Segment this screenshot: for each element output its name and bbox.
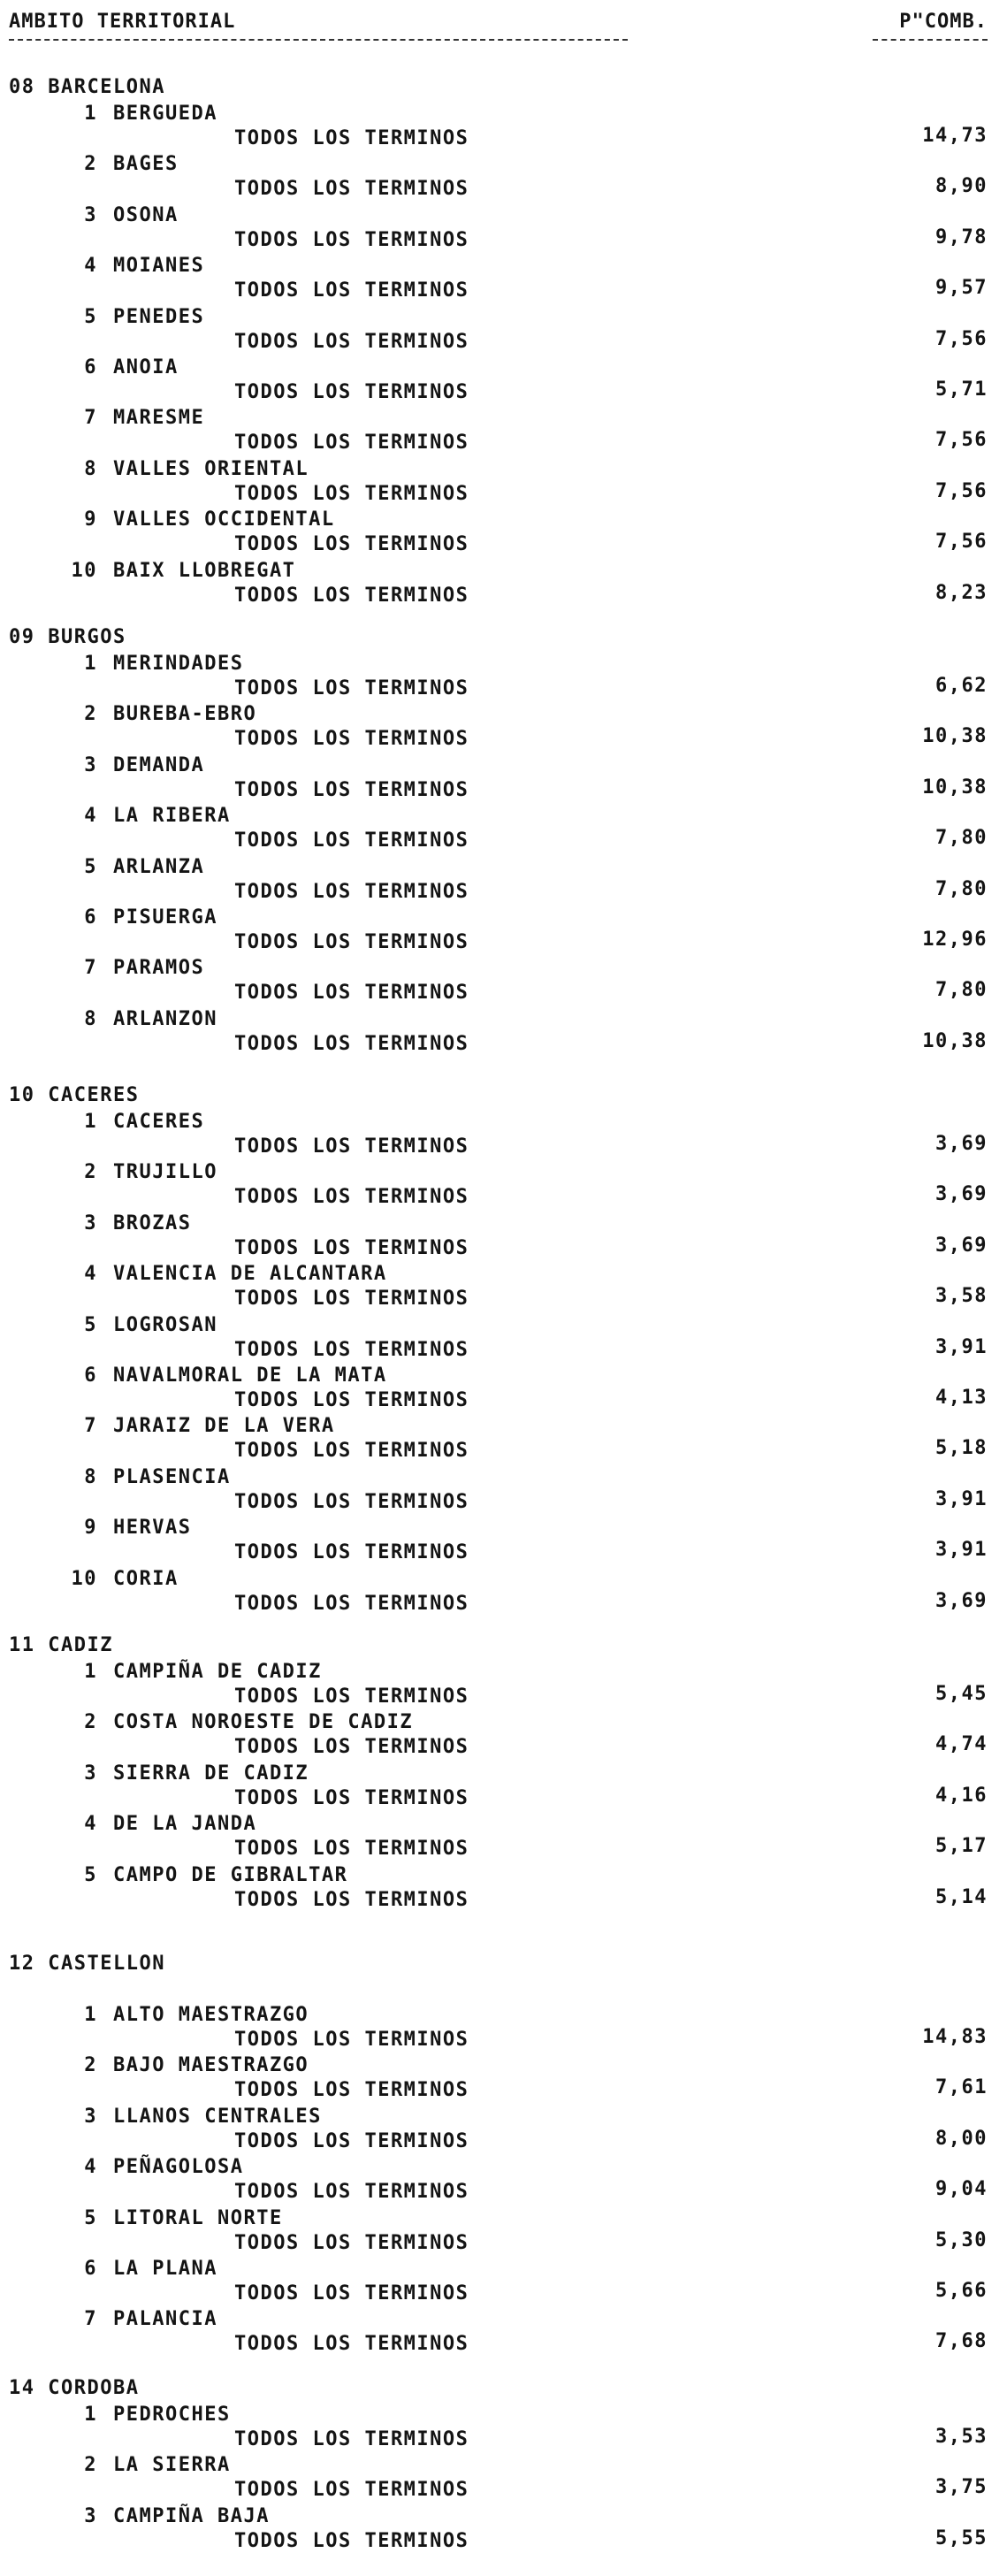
comarca-number: 7 (84, 1415, 97, 1438)
term-label: TODOS LOS TERMINOS (234, 728, 469, 751)
term-label: TODOS LOS TERMINOS (234, 677, 469, 699)
pcomb-value: 10,38 (922, 725, 988, 748)
comarca-number: 4 (84, 805, 97, 828)
province-heading: 09 BURGOS (9, 626, 126, 648)
term-label: TODOS LOS TERMINOS (234, 432, 469, 455)
province-heading: 14 CORDOBA (9, 2377, 140, 2399)
term-label: TODOS LOS TERMINOS (234, 127, 469, 149)
comarca-name: LA PLANA (113, 2258, 217, 2280)
comarca-number: 3 (84, 203, 97, 226)
pcomb-value: 3,69 (935, 1234, 988, 1257)
pcomb-value: 3,91 (935, 1487, 988, 1510)
comarca-number: 3 (84, 1212, 97, 1234)
comarca-number: 4 (84, 1263, 97, 1286)
comarca-number: 1 (84, 653, 97, 675)
comarca-number: 5 (84, 2206, 97, 2229)
comarca-name: BAGES (113, 153, 179, 176)
province-heading: 11 CADIZ (9, 1634, 113, 1656)
term-label: TODOS LOS TERMINOS (234, 1786, 469, 1809)
pcomb-value: 14,83 (922, 2026, 988, 2048)
pcomb-value: 7,80 (935, 979, 988, 1002)
comarca-number: 7 (84, 957, 97, 980)
term-label: TODOS LOS TERMINOS (234, 1288, 469, 1311)
pcomb-value: 5,30 (935, 2228, 988, 2251)
header-rule-left (9, 39, 628, 41)
term-label: TODOS LOS TERMINOS (234, 584, 469, 607)
comarca-name: VALLES ORIENTAL (113, 457, 309, 480)
term-label: TODOS LOS TERMINOS (234, 931, 469, 953)
comarca-name: MARESME (113, 407, 205, 430)
term-label: TODOS LOS TERMINOS (234, 1592, 469, 1615)
comarca-name: CORIA (113, 1567, 179, 1590)
comarca-name: BAIX LLOBREGAT (113, 559, 296, 582)
pcomb-value: 3,91 (935, 1539, 988, 1562)
pcomb-value: 3,75 (935, 2476, 988, 2499)
term-label: TODOS LOS TERMINOS (234, 1888, 469, 1911)
term-label: TODOS LOS TERMINOS (234, 1736, 469, 1759)
header-rule-right (873, 39, 988, 41)
comarca-name: CAMPO DE GIBRALTAR (113, 1863, 348, 1886)
term-label: TODOS LOS TERMINOS (234, 482, 469, 505)
comarca-number: 5 (84, 1863, 97, 1886)
comarca-number: 6 (84, 356, 97, 378)
pcomb-value: 5,14 (935, 1885, 988, 1908)
term-label: TODOS LOS TERMINOS (234, 533, 469, 556)
term-label: TODOS LOS TERMINOS (234, 330, 469, 353)
comarca-name: PISUERGA (113, 906, 217, 929)
province-heading: 08 BARCELONA (9, 76, 165, 98)
comarca-name: NAVALMORAL DE LA MATA (113, 1364, 387, 1387)
comarca-name: PARAMOS (113, 957, 205, 980)
pcomb-value: 8,00 (935, 2127, 988, 2150)
comarca-number: 2 (84, 1711, 97, 1734)
comarca-name: CACERES (113, 1111, 205, 1133)
term-label: TODOS LOS TERMINOS (234, 2231, 469, 2254)
comarca-number: 8 (84, 1007, 97, 1030)
pcomb-value: 7,56 (935, 327, 988, 350)
comarca-number: 4 (84, 2156, 97, 2179)
term-label: TODOS LOS TERMINOS (234, 2333, 469, 2356)
pcomb-value: 7,61 (935, 2076, 988, 2099)
term-label: TODOS LOS TERMINOS (234, 1541, 469, 1564)
comarca-name: VALENCIA DE ALCANTARA (113, 1263, 387, 1286)
comarca-name: SIERRA DE CADIZ (113, 1762, 309, 1785)
comarca-number: 2 (84, 2054, 97, 2077)
comarca-name: PLASENCIA (113, 1465, 231, 1488)
comarca-name: CAMPIÑA BAJA (113, 2504, 270, 2527)
pcomb-value: 5,71 (935, 378, 988, 401)
comarca-name: PEÑAGOLOSA (113, 2156, 244, 2179)
pcomb-value: 5,45 (935, 1683, 988, 1705)
term-label: TODOS LOS TERMINOS (234, 2529, 469, 2552)
pcomb-value: 6,62 (935, 675, 988, 697)
comarca-number: 6 (84, 2258, 97, 2280)
pcomb-value: 3,91 (935, 1335, 988, 1358)
pcomb-value: 7,80 (935, 877, 988, 900)
comarca-name: CAMPIÑA DE CADIZ (113, 1661, 322, 1683)
comarca-number: 9 (84, 508, 97, 531)
pcomb-value: 10,38 (922, 1029, 988, 1052)
comarca-name: ANOIA (113, 356, 179, 378)
pcomb-value: 10,38 (922, 776, 988, 799)
term-label: TODOS LOS TERMINOS (234, 2428, 469, 2450)
term-label: TODOS LOS TERMINOS (234, 279, 469, 302)
comarca-name: PEDROCHES (113, 2404, 231, 2426)
comarca-name: BAJO MAESTRAZGO (113, 2054, 309, 2077)
term-label: TODOS LOS TERMINOS (234, 829, 469, 852)
comarca-name: MOIANES (113, 255, 205, 278)
comarca-number: 5 (84, 1313, 97, 1336)
term-label: TODOS LOS TERMINOS (234, 1186, 469, 1209)
term-label: TODOS LOS TERMINOS (234, 2029, 469, 2051)
pcomb-value: 7,56 (935, 531, 988, 554)
province-heading: 12 CASTELLON (9, 1953, 165, 1975)
term-label: TODOS LOS TERMINOS (234, 2079, 469, 2102)
pcomb-value: 5,17 (935, 1835, 988, 1858)
comarca-number: 3 (84, 1762, 97, 1785)
comarca-number: 7 (84, 407, 97, 430)
pcomb-value: 7,80 (935, 827, 988, 850)
pcomb-value: 3,69 (935, 1183, 988, 1206)
comarca-number: 2 (84, 153, 97, 176)
comarca-number: 1 (84, 1111, 97, 1133)
comarca-number: 10 (71, 1567, 97, 1590)
pcomb-value: 4,74 (935, 1733, 988, 1756)
comarca-number: 2 (84, 703, 97, 726)
comarca-number: 6 (84, 906, 97, 929)
term-label: TODOS LOS TERMINOS (234, 778, 469, 801)
pcomb-value: 5,66 (935, 2280, 988, 2302)
comarca-name: BUREBA-EBRO (113, 703, 257, 726)
comarca-number: 1 (84, 1661, 97, 1683)
pcomb-value: 5,55 (935, 2526, 988, 2549)
pcomb-value: 9,57 (935, 277, 988, 300)
pcomb-value: 4,13 (935, 1387, 988, 1409)
comarca-name: OSONA (113, 203, 179, 226)
comarca-number: 7 (84, 2308, 97, 2331)
term-label: TODOS LOS TERMINOS (234, 1440, 469, 1463)
comarca-number: 2 (84, 2454, 97, 2477)
comarca-name: LA RIBERA (113, 805, 231, 828)
term-label: TODOS LOS TERMINOS (234, 228, 469, 251)
pcomb-value: 9,04 (935, 2178, 988, 2201)
comarca-name: BERGUEDA (113, 103, 217, 125)
comarca-number: 3 (84, 2105, 97, 2128)
comarca-number: 1 (84, 2404, 97, 2426)
pcomb-value: 3,53 (935, 2426, 988, 2448)
term-label: TODOS LOS TERMINOS (234, 2129, 469, 2152)
comarca-name: HERVAS (113, 1517, 192, 1540)
term-label: TODOS LOS TERMINOS (234, 2282, 469, 2305)
comarca-name: ARLANZON (113, 1007, 217, 1030)
pcomb-value: 3,58 (935, 1285, 988, 1308)
comarca-number: 6 (84, 1364, 97, 1387)
term-label: TODOS LOS TERMINOS (234, 2479, 469, 2502)
term-label: TODOS LOS TERMINOS (234, 1135, 469, 1158)
header-pcomb: P"COMB. (899, 11, 988, 33)
comarca-number: 5 (84, 305, 97, 328)
comarca-number: 1 (84, 2004, 97, 2026)
comarca-number: 4 (84, 1813, 97, 1836)
comarca-name: ARLANZA (113, 855, 205, 878)
comarca-name: MERINDADES (113, 653, 244, 675)
term-label: TODOS LOS TERMINOS (234, 982, 469, 1005)
term-label: TODOS LOS TERMINOS (234, 1032, 469, 1055)
header-ambito: AMBITO TERRITORIAL (9, 11, 236, 33)
comarca-name: BROZAS (113, 1212, 192, 1234)
comarca-name: LOGROSAN (113, 1313, 217, 1336)
term-label: TODOS LOS TERMINOS (234, 880, 469, 903)
comarca-name: ALTO MAESTRAZGO (113, 2004, 309, 2026)
pcomb-value: 4,16 (935, 1784, 988, 1807)
comarca-name: VALLES OCCIDENTAL (113, 508, 335, 531)
pcomb-value: 5,18 (935, 1437, 988, 1460)
comarca-number: 9 (84, 1517, 97, 1540)
term-label: TODOS LOS TERMINOS (234, 1838, 469, 1861)
term-label: TODOS LOS TERMINOS (234, 178, 469, 201)
comarca-name: TRUJILLO (113, 1161, 217, 1184)
comarca-number: 3 (84, 2504, 97, 2527)
comarca-name: DEMANDA (113, 753, 205, 776)
term-label: TODOS LOS TERMINOS (234, 381, 469, 403)
pcomb-value: 7,68 (935, 2330, 988, 2353)
pcomb-value: 7,56 (935, 479, 988, 502)
comarca-name: LA SIERRA (113, 2454, 231, 2477)
comarca-name: COSTA NOROESTE DE CADIZ (113, 1711, 414, 1734)
comarca-name: DE LA JANDA (113, 1813, 257, 1836)
comarca-number: 4 (84, 255, 97, 278)
pcomb-value: 9,78 (935, 225, 988, 248)
comarca-number: 1 (84, 103, 97, 125)
province-heading: 10 CACERES (9, 1084, 140, 1106)
pcomb-value: 12,96 (922, 929, 988, 951)
comarca-number: 3 (84, 753, 97, 776)
comarca-number: 8 (84, 1465, 97, 1488)
comarca-number: 5 (84, 855, 97, 878)
pcomb-value: 8,23 (935, 581, 988, 604)
pcomb-value: 14,73 (922, 125, 988, 147)
term-label: TODOS LOS TERMINOS (234, 2181, 469, 2204)
comarca-name: JARAIZ DE LA VERA (113, 1415, 335, 1438)
pcomb-value: 8,90 (935, 175, 988, 198)
term-label: TODOS LOS TERMINOS (234, 1685, 469, 1708)
comarca-number: 2 (84, 1161, 97, 1184)
term-label: TODOS LOS TERMINOS (234, 1389, 469, 1411)
term-label: TODOS LOS TERMINOS (234, 1236, 469, 1259)
pcomb-value: 7,56 (935, 429, 988, 452)
comarca-name: PENEDES (113, 305, 205, 328)
comarca-name: LITORAL NORTE (113, 2206, 283, 2229)
term-label: TODOS LOS TERMINOS (234, 1338, 469, 1361)
comarca-number: 10 (71, 559, 97, 582)
pcomb-value: 3,69 (935, 1133, 988, 1155)
term-label: TODOS LOS TERMINOS (234, 1490, 469, 1513)
pcomb-value: 3,69 (935, 1589, 988, 1612)
comarca-name: LLANOS CENTRALES (113, 2105, 322, 2128)
comarca-number: 8 (84, 457, 97, 480)
comarca-name: PALANCIA (113, 2308, 217, 2331)
